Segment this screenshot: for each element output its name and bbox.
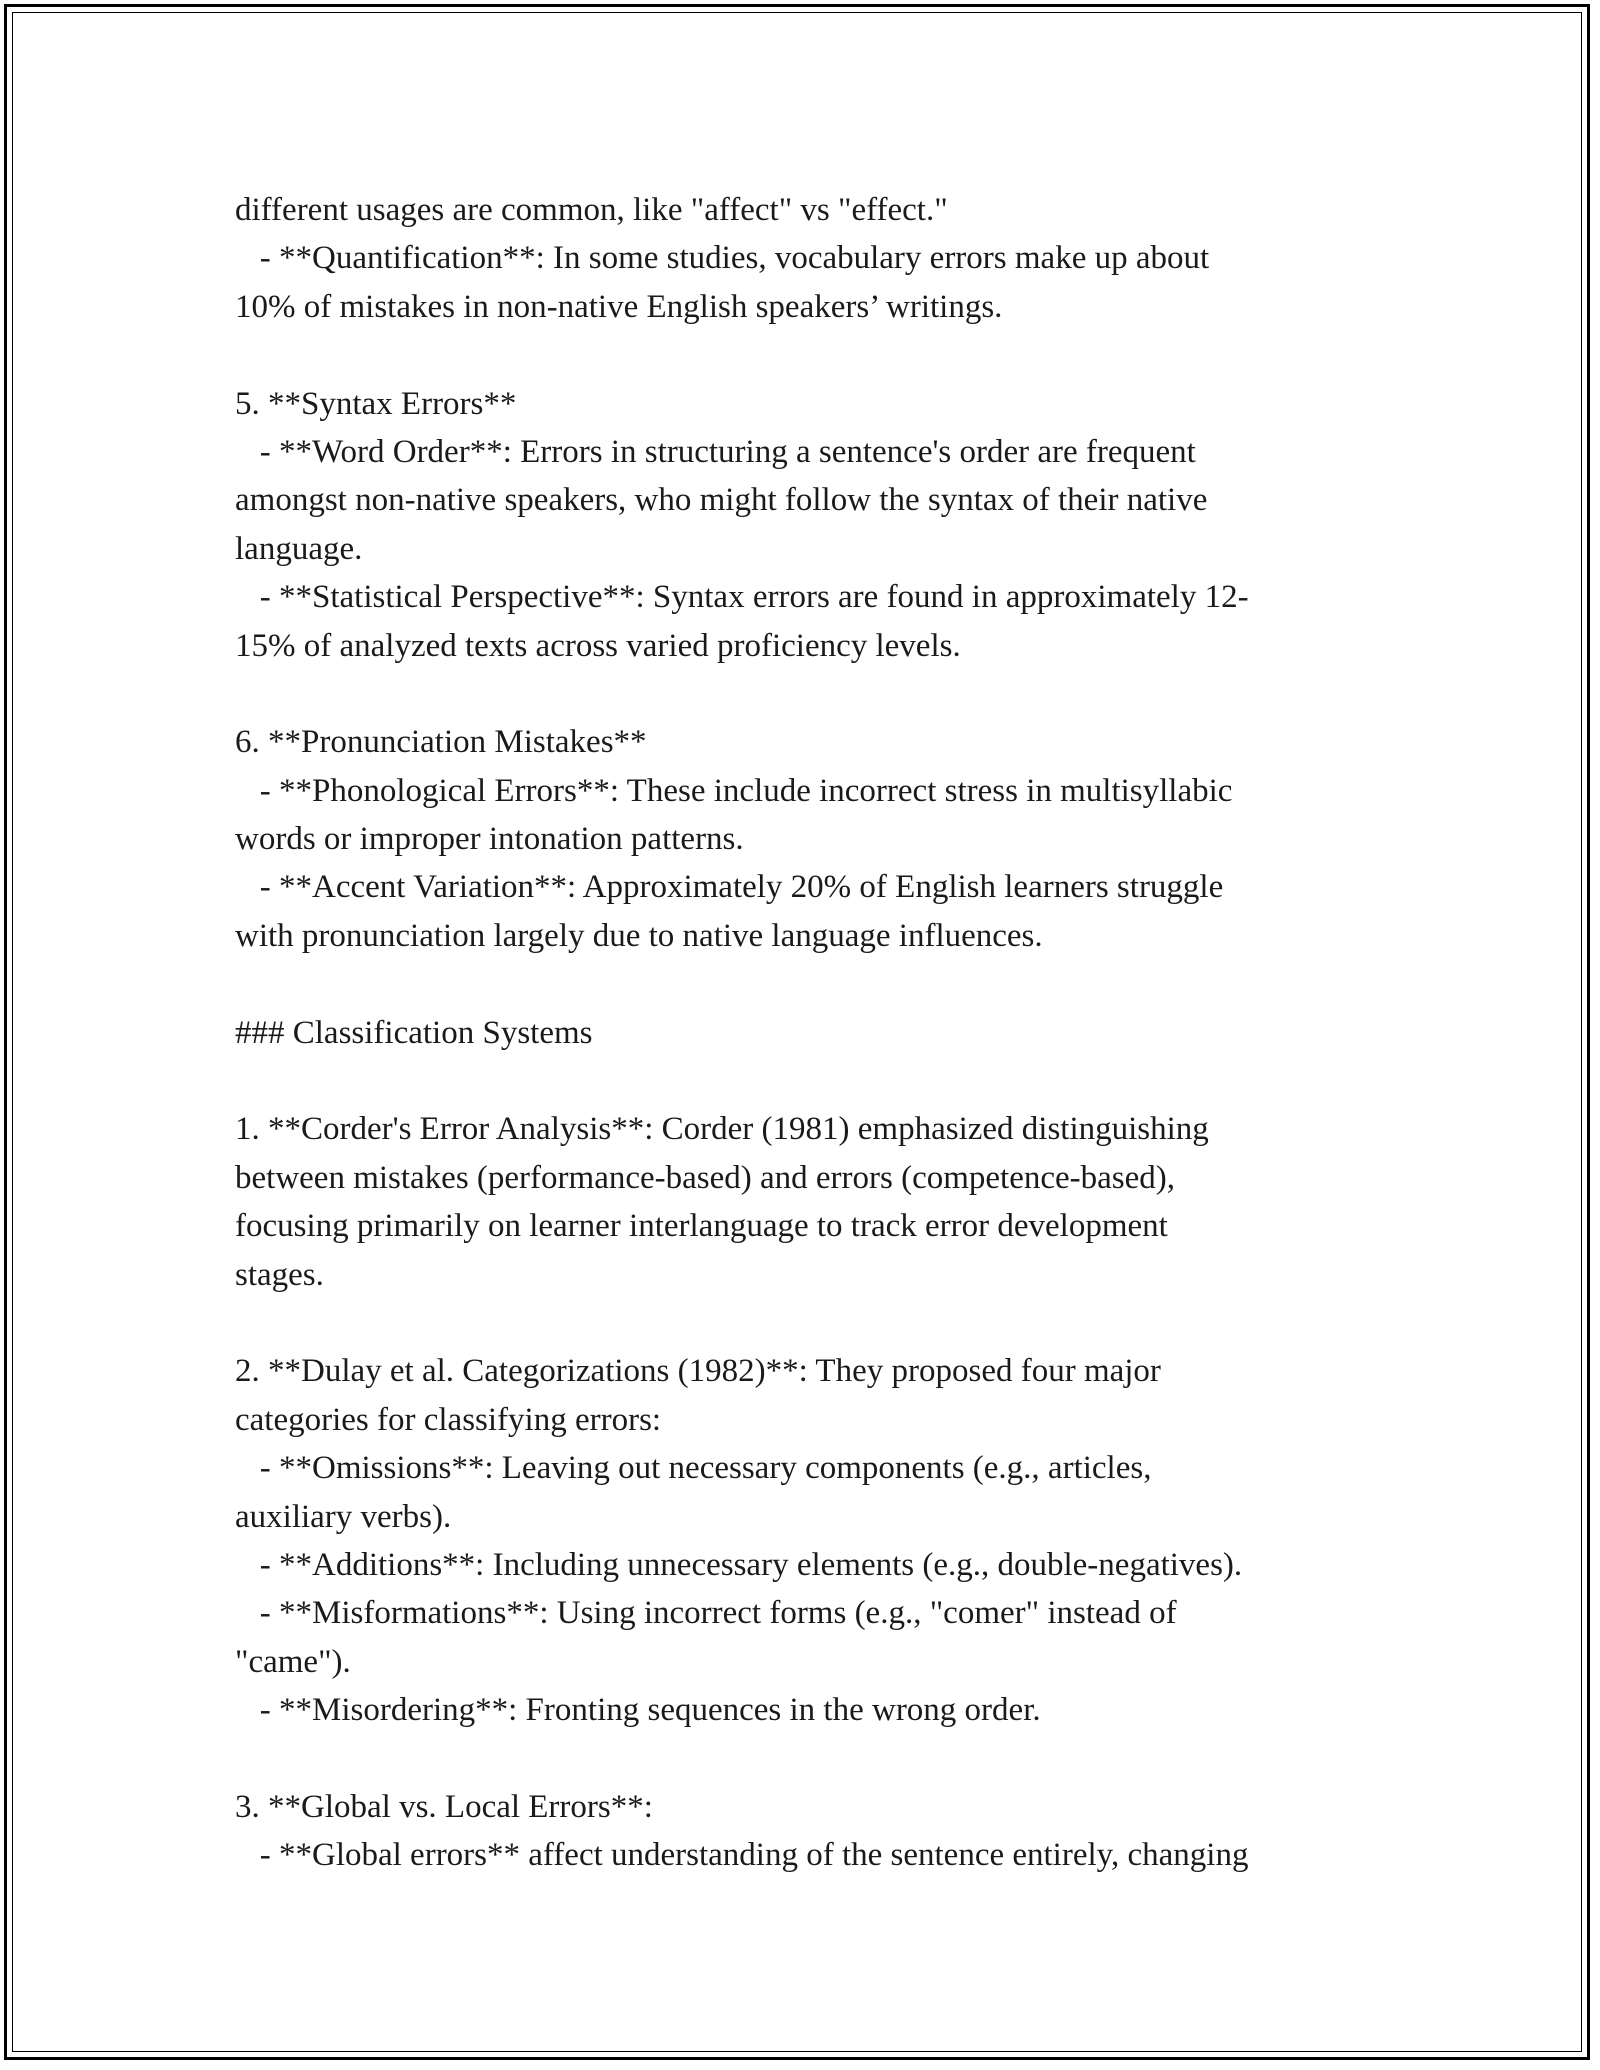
text-line: words or improper intonation patterns. xyxy=(235,821,744,858)
list-item: 1. **Corder's Error Analysis**: Corder (1981) emphasized distinguishing xyxy=(235,1111,1209,1148)
text-line: language. xyxy=(235,530,363,567)
blank-line xyxy=(235,1735,1395,1783)
text-line: categories for classifying errors: xyxy=(235,1401,662,1438)
blank-line xyxy=(235,1057,1395,1105)
text-line: with pronunciation largely due to native language influences. xyxy=(235,917,1043,954)
blank-line xyxy=(235,960,1395,1008)
text-line: focusing primarily on learner interlanguage to track error development xyxy=(235,1208,1168,1245)
text-line: - **Statistical Perspective**: Syntax errors are found in approximately 12- xyxy=(235,579,1249,616)
text-line: between mistakes (performance-based) and errors (competence-based), xyxy=(235,1159,1176,1196)
blank-line xyxy=(235,1299,1395,1347)
text-line: - **Quantification**: In some studies, vocabulary errors make up about xyxy=(235,240,1210,277)
text-line: stages. xyxy=(235,1256,324,1293)
document-body xyxy=(235,186,1395,1880)
text-line: 15% of analyzed texts across varied proficiency levels. xyxy=(235,627,961,664)
text-line: 10% of mistakes in non-native English speakers’ writings. xyxy=(235,288,1003,325)
text-line: - **Misformations**: Using incorrect forms (e.g., "comer" instead of xyxy=(235,1595,1177,1632)
text-line: auxiliary verbs). xyxy=(235,1498,452,1535)
text-line: - **Misordering**: Fronting sequences in the wrong order. xyxy=(235,1692,1041,1729)
subsection-heading: ### Classification Systems xyxy=(235,1014,593,1051)
text-line: different usages are common, like "affect" vs "effect." xyxy=(235,192,948,228)
list-item: 3. **Global vs. Local Errors**: xyxy=(235,1788,653,1825)
text-line: amongst non-native speakers, who might follow the syntax of their native xyxy=(235,482,1208,519)
text-line: - **Global errors** affect understanding of the sentence entirely, changing xyxy=(235,1837,1249,1874)
text-line: - **Accent Variation**: Approximately 20% of English learners struggle xyxy=(235,869,1224,906)
text-line: - **Phonological Errors**: These include incorrect stress in multisyllabic xyxy=(235,772,1233,809)
text-line: - **Additions**: Including unnecessary elements (e.g., double-negatives). xyxy=(235,1546,1243,1583)
section-heading: 6. **Pronunciation Mistakes** xyxy=(235,724,647,761)
text-line: - **Word Order**: Errors in structuring a sentence's order are frequent xyxy=(235,433,1196,470)
blank-line xyxy=(235,670,1395,718)
blank-line xyxy=(235,331,1395,379)
text-line: - **Omissions**: Leaving out necessary components (e.g., articles, xyxy=(235,1450,1152,1487)
section-heading: 5. **Syntax Errors** xyxy=(235,385,517,422)
list-item: 2. **Dulay et al. Categorizations (1982)**: They proposed four major xyxy=(235,1353,1161,1390)
text-line: "came"). xyxy=(235,1643,351,1680)
